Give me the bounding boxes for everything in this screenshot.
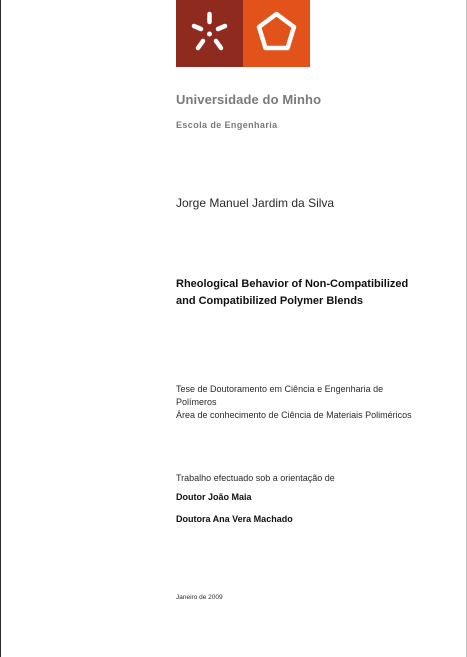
university-logo-left (176, 0, 243, 67)
co-supervisor-name: Doutora Ana Vera Machado (176, 514, 293, 524)
thesis-date: Janeiro de 2009 (176, 594, 223, 601)
degree-line-1: Tese de Doutoramento em Ciência e Engenharia de (176, 384, 384, 394)
thesis-title-line-2: and Compatibilized Polymer Blends (176, 295, 364, 307)
supervision-label: Trabalho efectuado sob a orientação de (176, 473, 335, 483)
degree-line-3: Área de conhecimento de Ciência de Materiais Poliméricos (176, 410, 412, 420)
page-left-border (0, 0, 1, 657)
um-star-icon (176, 0, 243, 67)
pentagon-icon (243, 0, 310, 67)
thesis-title (176, 276, 446, 310)
degree-line-2: Polímeros (176, 397, 217, 407)
school-name: Escola de Engenharia (176, 120, 278, 130)
university-logo-right (243, 0, 310, 67)
author-name: Jorge Manuel Jardim da Silva (176, 196, 335, 210)
degree-description (176, 383, 436, 422)
supervisor-name: Doutor João Maia (176, 492, 252, 502)
university-name: Universidade do Minho (176, 92, 322, 107)
thesis-title-line-1: Rheological Behavior of Non-Compatibilized (176, 278, 409, 290)
